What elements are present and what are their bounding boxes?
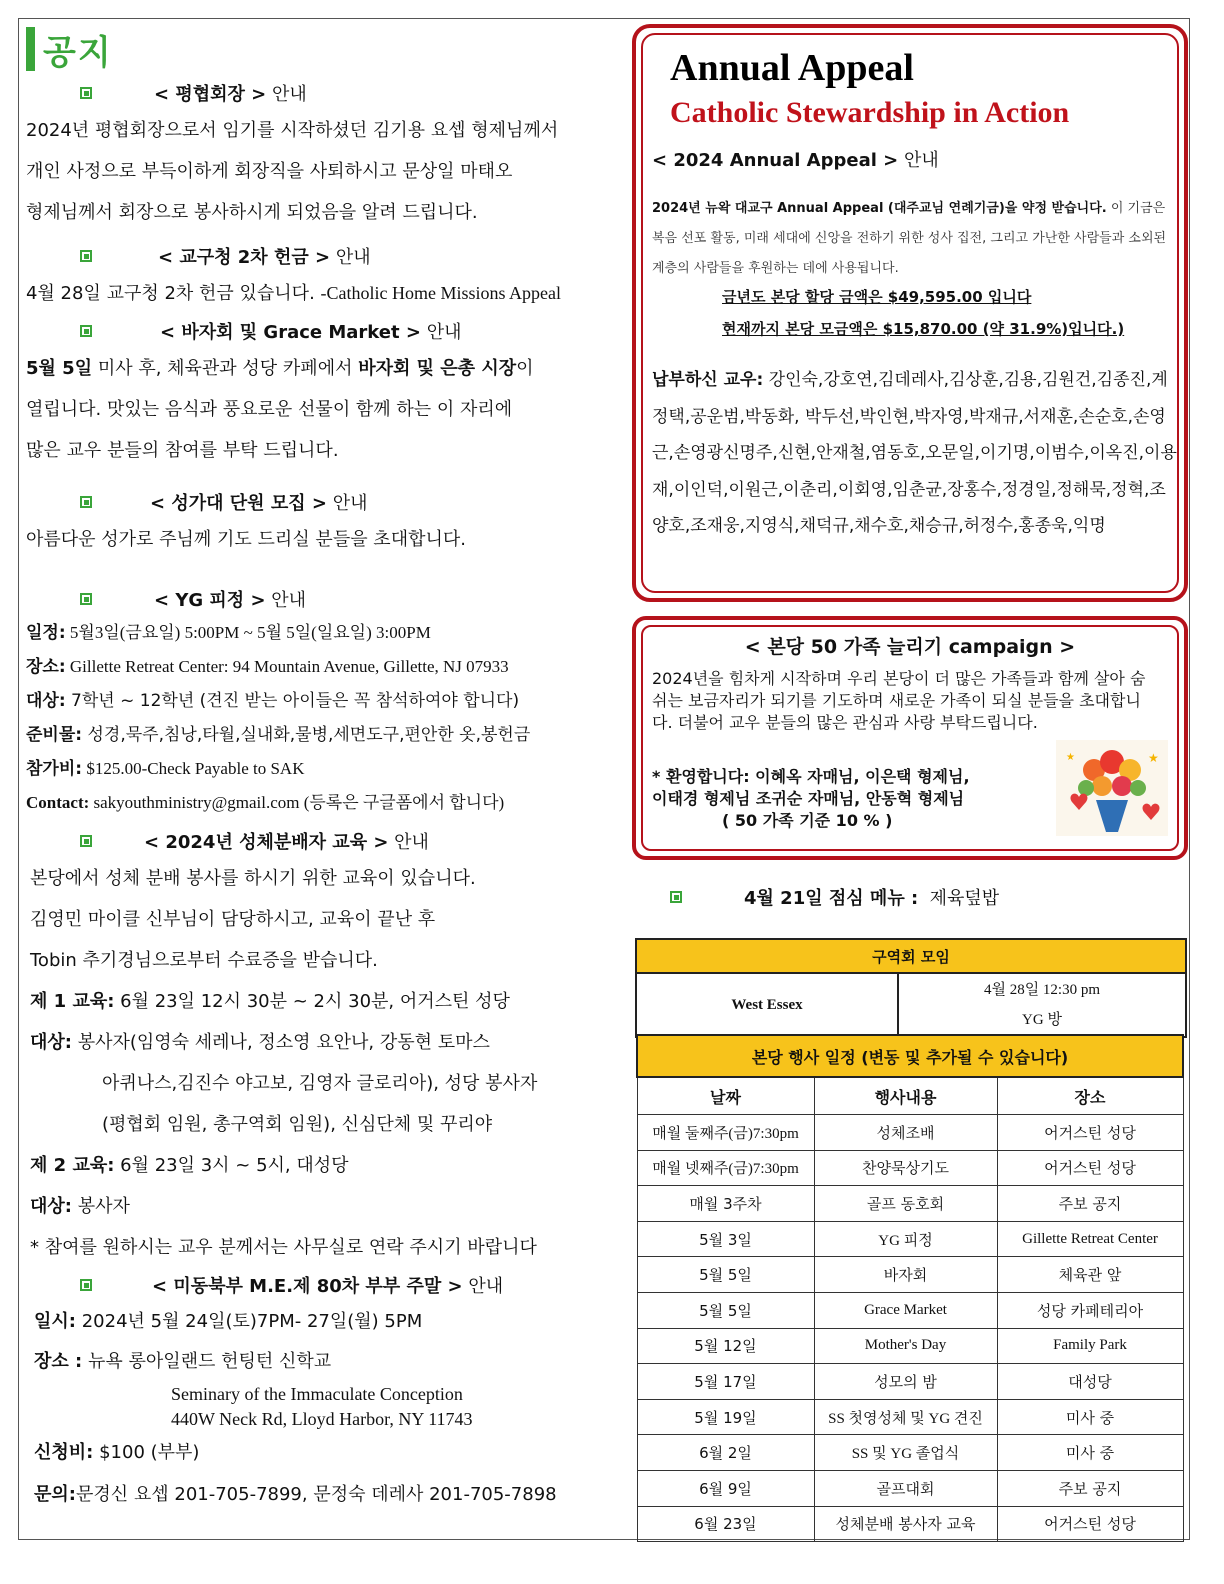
campaign-text: 2024년을 힘차게 시작하며 우리 본당이 더 많은 가족들과 함께 살아 숨쉬는 보금자리가 되기를 기도하며 새로운 가족이 되실 분들을 초대합니다. 더불어 교우 분들의 많은 관심과 사랑 부탁드립니다. [652,669,1146,732]
event-location: 성당 카페테리아 [997,1292,1183,1328]
detail-label: 일정: [26,623,66,643]
yg-retreat-details [26,616,622,820]
text-line [30,1186,622,1227]
detail-label: 제 2 교육: [30,1155,115,1176]
checkbox-bullet-icon [80,835,92,847]
detail-value: Gillette Retreat Center: 94 Mountain Avenue, Gillette, NJ 07933 [65,657,509,676]
heading-tail: 안내 [332,493,368,514]
heading-text: < 성가대 단원 모집 > [150,493,327,514]
appeal-raised-amount: 현재까지 본당 모금액은 $15,870.00 (약 31.9%)입니다.) [722,320,1125,338]
event-date: 매월 둘째주(금)7:30pm [637,1115,814,1151]
detail-label: 준비물: [26,725,83,745]
appeal-goal-amount: 금년도 본당 할당 금액은 $49,595.00 입니다 [722,288,1032,306]
event-name: SS 첫영성체 및 YG 견진 [814,1399,997,1435]
appeal-intro: 2024년 뉴왁 대교구 Annual Appeal (대주교님 연례기금)을 약정 받습니다. [652,201,1107,216]
heading-text: < 2024 Annual Appeal > [652,150,899,171]
flower-bouquet-icon [1056,740,1168,836]
district-meeting-table [635,938,1187,1038]
annual-appeal-box [632,24,1188,602]
event-name: 성체분배 봉사자 교육 [814,1506,997,1542]
lunch-label: 4월 21일 점심 메뉴 : [744,888,919,909]
text-line [34,1432,622,1474]
meeting-header: 구역회 모임 [636,939,1186,973]
appeal-donor-list [652,362,1178,545]
detail-value: $125.00-Check Payable to SAK [82,759,305,778]
detail-label: 대상: [30,1196,72,1217]
event-location: 주보 공지 [997,1186,1183,1222]
table-row [637,1292,1183,1328]
second-collection-text [26,273,622,314]
detail-row [26,786,622,820]
detail-label: 장소 : [34,1351,83,1372]
section-heading-council-president [26,76,622,110]
text-line: Tobin 추기경님으로부터 수료증을 받습니다. [30,950,378,971]
marriage-encounter-text [26,1302,622,1382]
event-name: Mother's Day [814,1328,997,1364]
event-name: 성체조배 [814,1115,997,1151]
section-heading-marriage-encounter [26,1268,622,1302]
event-name: SS 및 YG 졸업식 [814,1435,997,1471]
text-line: 열립니다. 맛있는 음식과 풍요로운 선물이 함께 하는 이 자리에 [26,399,513,420]
detail-label: Contact: [26,793,90,812]
checkbox-bullet-icon [670,891,682,903]
detail-value: 성경,묵주,침낭,타월,실내화,물병,세면도구,편안한 옷,봉헌금 [82,725,531,745]
meeting-place: YG 방 [1022,1012,1062,1028]
detail-value: 7학년 ~ 12학년 (견진 받는 아이들은 꼭 참석하여야 합니다) [65,691,520,711]
welcome-line: * 환영합니다: 이혜옥 자매님, 이은택 형제님, [652,767,970,786]
detail-row [26,684,622,718]
contact-email[interactable]: sakyouthministry@gmail.com (등록은 구글폼에서 합니다) [89,793,505,812]
checkbox-bullet-icon [80,87,92,99]
event-schedule-table [636,1034,1184,1542]
page-title: 공지 [43,32,113,73]
choir-text: 아름다운 성가로 주님께 기도 드리실 분들을 초대합니다. [26,529,466,550]
event-location: Gillette Retreat Center [997,1221,1183,1257]
table-row [637,1328,1183,1364]
event-location: 대성당 [997,1364,1183,1400]
column-header: 행사내용 [814,1077,997,1115]
text-line: (평협회 임원, 총구역회 임원), 신심단체 및 꾸리야 [102,1114,493,1135]
event-location: 미사 중 [997,1399,1183,1435]
text-line [34,1474,622,1516]
event-location: 어거스틴 성당 [997,1115,1183,1151]
detail-value: 봉사자(임영숙 세레나, 정소영 요안나, 강동현 토마스 [71,1032,490,1053]
heading-text: < 바자회 및 Grace Market > [160,322,421,343]
table-row [637,1257,1183,1293]
notice-header [26,22,622,76]
heading-tail: 안내 [394,832,429,853]
detail-row [26,650,622,684]
text-line: 2024년 평협회장으로서 임기를 시작하셨던 김기용 요셉 형제님께서 [26,120,559,141]
schedule-rows [637,1115,1183,1542]
heading-text: < 2024년 성체분배자 교육 > [144,832,389,853]
event-name: 성모의 밤 [814,1364,997,1400]
detail-value: 2024년 5월 24일(토)7PM- 27일(월) 5PM [75,1311,423,1332]
donors-label: 납부하신 교우: [652,370,764,390]
event-date: 5월 12일 [637,1328,814,1364]
event-name: 바자회 [814,1257,997,1293]
event-name: 찬양묵상기도 [814,1150,997,1186]
address-line: Seminary of the Immaculate Conception [171,1384,463,1404]
campaign-title: < 본당 50 가족 늘리기 campaign > [744,636,1076,658]
event-date: 5월 5일 [637,1257,814,1293]
event-name: 골프대회 [814,1470,997,1506]
event-name: Grace Market [814,1292,997,1328]
detail-value: 6월 23일 3시 ~ 5시, 대성당 [114,1155,349,1176]
detail-value: 봉사자 [71,1196,130,1217]
heading-text: < 미동북부 M.E.제 80차 부부 주말 > [152,1276,463,1297]
appeal-title: Annual Appeal [670,47,914,89]
detail-value: $100 (부부) [93,1442,200,1463]
lunch-menu [670,884,999,910]
meeting-time: 4월 28일 12:30 pm [983,982,1101,998]
detail-label: 제 1 교육: [30,991,115,1012]
table-row [637,1435,1183,1471]
event-name: YG 피정 [814,1221,997,1257]
text-line: 본당에서 성체 분배 봉사를 하시기 위한 교육이 있습니다. [30,868,476,889]
detail-label: 문의: [34,1484,76,1505]
table-row [637,1506,1183,1542]
heading-tail: 안내 [468,1276,504,1297]
welcome-ratio: ( 50 가족 기준 10 % ) [722,811,893,830]
donors-names: 강인숙,강호연,김데레사,김상훈,김용,김원건,김종진,계정택,공운범,박동화, 박두선,박인현,박자영,박재규,서재훈,손순호,손영근,손영광신명주,신현,안재철,염동호,오문일,이기명,이범수,이옥진,이용재,이인덕,이원근,이춘리,이회영,임춘균,장홍수,정경일,정해묵,정혁,조양호,조재웅,지영식,채덕규,채수호,채승규,허정수,홍종욱,익명 [652,370,1177,536]
text-line [34,1302,622,1342]
appeal-heading [652,146,939,172]
checkbox-bullet-icon [80,1279,92,1291]
text-line: * 참여를 원하시는 교우 분께서는 사무실로 연락 주시기 바랍니다 [30,1237,537,1258]
bazaar-name: 바자회 및 은총 시장 [358,358,517,379]
column-header: 날짜 [637,1077,814,1115]
event-date: 매월 넷째주(금)7:30pm [637,1150,814,1186]
detail-value: 6월 23일 12시 30분 ~ 2시 30분, 어거스틴 성당 [114,991,510,1012]
section-heading-choir [26,485,622,519]
table-row [637,1399,1183,1435]
detail-label: 장소: [26,657,66,677]
address-line: 440W Neck Rd, Lloyd Harbor, NY 11743 [171,1409,473,1429]
marriage-encounter-fees [26,1432,622,1516]
text-line: 4월 28일 교구청 2차 헌금 있습니다. [26,283,321,304]
lunch-dish: 제육덮밥 [929,888,1000,909]
checkbox-bullet-icon [80,325,92,337]
table-row [637,1150,1183,1186]
appeal-subtitle: Catholic Stewardship in Action [670,96,1070,129]
schedule-header: 본당 행사 일정 (변동 및 추가될 수 있습니다) [637,1035,1183,1077]
text-line: 김영민 마이클 신부님이 담당하시고, 교육이 끝난 후 [30,909,436,930]
appeal-purpose: 이 기금은 복음 선포 활동, 미래 세대에 신앙을 전하기 위한 성사 집전, 그리고 가난한 사람들과 소외된 계층의 사람들을 후원하는 데에 사용됩니다. [652,201,1167,276]
checkbox-bullet-icon [80,250,92,262]
bazaar-text [26,348,622,471]
text-run: 이 [516,358,534,379]
detail-label: 참가비: [26,759,83,779]
detail-row [26,718,622,752]
text-line: 형제님께서 회장으로 봉사하시게 되었음을 알려 드립니다. [26,202,478,223]
meeting-details [898,973,1186,1037]
title-accent-bar [26,27,35,71]
section-heading-yg-retreat [26,582,622,616]
eucharist-ministers-text [26,858,622,1268]
event-name: 골프 동호회 [814,1186,997,1222]
event-date: 매월 3주차 [637,1186,814,1222]
section-heading-bazaar [26,314,622,348]
council-president-text [26,110,622,233]
detail-row [26,616,622,650]
meeting-district: West Essex [636,973,898,1037]
section-heading-second-collection [26,239,622,273]
table-row [637,1470,1183,1506]
heading-tail: 안내 [271,590,307,611]
text-line: 아퀴나스,김진수 야고보, 김영자 글로리아), 성당 봉사자 [102,1073,538,1094]
detail-label: 일시: [34,1311,76,1332]
detail-value: 뉴욕 롱아일랜드 헌팅턴 신학교 [82,1351,332,1372]
detail-row [26,752,622,786]
event-location: 주보 공지 [997,1470,1183,1506]
checkbox-bullet-icon [80,496,92,508]
seminary-address [26,1382,622,1432]
appeal-description [652,194,1172,284]
table-row [637,1364,1183,1400]
event-date: 6월 23일 [637,1506,814,1542]
checkbox-bullet-icon [80,593,92,605]
detail-label: 신청비: [34,1442,94,1463]
detail-label: 대상: [26,691,66,711]
event-date: 6월 9일 [637,1470,814,1506]
heading-tail: 안내 [903,150,939,171]
detail-label: 대상: [30,1032,72,1053]
table-row [637,1221,1183,1257]
table-row [637,1186,1183,1222]
detail-value: 문경신 요셉 201-705-7899, 문정숙 데레사 201-705-7898 [75,1484,557,1505]
text-line [30,1022,622,1063]
family-campaign-box [632,616,1188,860]
event-location: 어거스틴 성당 [997,1150,1183,1186]
heading-tail: 안내 [426,322,462,343]
text-line [30,1145,622,1186]
event-date: 5월 5일 [637,1292,814,1328]
text-line [26,348,622,389]
svg-text:★: ★ [1066,752,1075,763]
welcome-line: 이태경 형제님 조귀순 자매님, 안동혁 형제님 [652,789,965,808]
bazaar-date: 5월 5일 [26,358,93,379]
text-line [34,1342,622,1382]
section-heading-eucharist-ministers [26,824,622,858]
event-location: 체육관 앞 [997,1257,1183,1293]
text-line [30,981,622,1022]
text-line: 많은 교우 분들의 참여를 부탁 드립니다. [26,440,339,461]
text-run: 미사 후, 체육관과 성당 카페에서 [92,358,359,379]
heading-tail: 안내 [271,84,307,105]
svg-text:★: ★ [1148,751,1159,765]
column-header: 장소 [997,1077,1183,1115]
event-date: 5월 3일 [637,1221,814,1257]
table-row [637,1115,1183,1151]
heading-tail: 안내 [335,247,371,268]
text-line: 개인 사정으로 부득이하게 회장직을 사퇴하시고 문상일 마태오 [26,161,513,182]
heading-text: < 교구청 2차 헌금 > [158,247,331,268]
campaign-welcome [652,766,1042,832]
heading-text: < YG 피정 > [154,590,266,611]
heading-text: < 평협회장 > [154,84,267,105]
event-date: 6월 2일 [637,1435,814,1471]
event-location: Family Park [997,1328,1183,1364]
appeal-name: -Catholic Home Missions Appeal [320,283,561,303]
event-location: 미사 중 [997,1435,1183,1471]
event-location: 어거스틴 성당 [997,1506,1183,1542]
event-date: 5월 17일 [637,1364,814,1400]
event-date: 5월 19일 [637,1399,814,1435]
notice-column [26,22,622,1516]
detail-value: 5월3일(금요일) 5:00PM ~ 5월 5일(일요일) 3:00PM [65,623,431,642]
